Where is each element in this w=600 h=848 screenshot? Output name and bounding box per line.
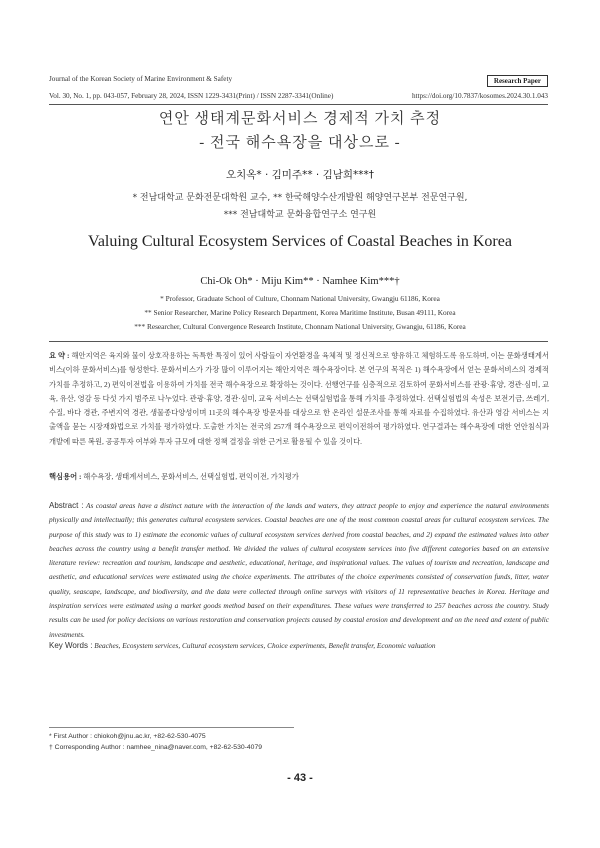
english-abstract-text: As coastal areas have a distinct nature with the interaction of the lands and waters, they attract people to enjoy and experience the natural environments physically and intellectually; this generates cultural ecosystem services. Coastal beaches are one of the most common coastal areas for cultural ecosystem services. The purpose of this study was to 1) estimate the economic values of cultural ecosystem services derived from coastal beaches, and 2) expand the estimated values into other beaches across the country using a benefit transfer method. We divided the values of cultural ecosystem services into five different categories based on an extensive literature review: recreation and tourism, landscape and aesthetic, educational, heritage, and inspirational values. The values of tourism and recreation, landscape and aesthetic, and educational services were estimated using the choice experiments. The attributes of the choice experiments consisted of conservation funds, litter, water quality, seascape, landscape, and biodiversity, and the data were collected through online surveys with visitors of 11 representative beaches in Korea. Heritage and inspiration services were estimated using a market goods method based on their expenditures. These values were transferred to 257 beaches across the country. Study results can be used for policy decisions on various restoration and conservation projects caused by coastal erosion and development and on the need and extent of public investments. xyxy=(49,501,549,639)
korean-authors: 오치옥* · 김미주** · 김남희***† xyxy=(225,169,375,181)
english-keywords-label: Key Words : xyxy=(49,641,93,650)
english-keywords-text: Beaches, Ecosystem services, Cultural ecosystem services, Choice experiments, Benefit transfer, Economic valuation xyxy=(94,641,436,650)
korean-abstract-text: 해안지역은 육지와 물이 상호작용하는 독특한 특징이 있어 사람들이 자연환경을 육체적 및 정신적으로 향유하고 체험하도록 유도하며, 이는 문화생태계서비스(이하 문화서비스)를 형성한다. 문화서비스가 가장 많이 이루어지는 해안지역은 해수욕장이다. 본 연구의 목적은 1) 해수욕장에서 얻는 문화서비스의 경제적 가치를 추정하고, 2) 편익이전법을 이용하여 가치를 전국 해수욕장으로 확장하는 것이다. 선행연구를 심층적으로 검토하여 문화서비스를 관광·휴양, 경관·심미, 교육, 유산, 영감 등 다섯 가지 범주로 나누었다. 관광·휴양, 경관·심미, 교육 서비스는 선택실험법을 통해 가치를 추정하였다. 선택실험법의 속성은 보전기금, 쓰레기, 수질, 바다 경관, 주변지역 경관, 생물종다양성이며 11곳의 해수욕장 방문자를 대상으로 한 온라인 설문조사를 통해 자료를 수집하였다. 유산과 영감 서비스는 지출액을 묻는 시장재화법으로 가치를 평가하였다. 도출한 가치는 전국의 257개 해수욕장으로 편익이전하여 평가하였다. 연구결과는 해수욕장에 대한 연안침식과 개발에 따른 복원, 공공투자 여부와 투자 규모에 대한 정책 결정을 위한 근거로 활용될 수 있을 것이다. xyxy=(49,351,549,446)
korean-title: 연안 생태계문화서비스 경제적 가치 추정 xyxy=(158,111,442,127)
article-type-badge: Research Paper xyxy=(487,75,548,87)
korean-keywords xyxy=(49,470,549,484)
header-rule xyxy=(49,104,548,105)
korean-affiliation-2: *** 전남대학교 문화융합연구소 연구원 xyxy=(223,210,377,220)
english-affiliation-2: ** Senior Researcher, Marine Policy Research Department, Korea Maritime Institute, Busan 49111, Korea xyxy=(144,308,456,317)
page-number: - 43 - xyxy=(287,772,313,784)
english-affiliation-3: *** Researcher, Cultural Convergence Research Institute, Chonnam National University, Gwangju, 61186, Korea xyxy=(134,322,466,331)
english-title: Valuing Cultural Ecosystem Services of Coastal Beaches in Korea xyxy=(88,233,512,250)
english-keywords xyxy=(49,639,549,653)
volume-info: Vol. 30, No. 1, pp. 043-057, February 28, 2024, ISSN 1229-3431(Print) / ISSN 2287-3341(Online) xyxy=(49,92,334,100)
korean-abstract-label: 요 약 : xyxy=(49,351,70,360)
footnote-first-author: * First Author : chiokoh@jnu.ac.kr, +82-62-530-4075 xyxy=(49,733,206,740)
section-rule xyxy=(49,341,548,342)
korean-keywords-label: 핵심용어 : xyxy=(49,472,82,481)
korean-keywords-text: 해수욕장, 생태계서비스, 문화서비스, 선택실험법, 편익이전, 가치평가 xyxy=(83,472,299,481)
korean-subtitle: - 전국 해수욕장을 대상으로 - xyxy=(199,135,401,151)
journal-name: Journal of the Korean Society of Marine Environment & Safety xyxy=(49,75,233,83)
footnote-rule xyxy=(49,727,294,728)
korean-abstract xyxy=(49,349,549,449)
english-abstract xyxy=(49,499,549,642)
english-authors: Chi-Ok Oh* · Miju Kim** · Namhee Kim***† xyxy=(200,276,400,287)
footnote-corresponding-author: † Corresponding Author : namhee_nina@naver.com, +82-62-530-4079 xyxy=(49,744,263,751)
english-affiliation-1: * Professor, Graduate School of Culture, Chonnam National University, Gwangju 61186, Korea xyxy=(160,294,440,303)
korean-affiliation-1: * 전남대학교 문화전문대학원 교수, ** 한국해양수산개발원 해양연구본부 전문연구원, xyxy=(132,193,468,203)
english-abstract-label: Abstract : xyxy=(49,501,84,510)
doi-link[interactable]: https://doi.org/10.7837/kosomes.2024.30.1.043 xyxy=(411,92,548,100)
